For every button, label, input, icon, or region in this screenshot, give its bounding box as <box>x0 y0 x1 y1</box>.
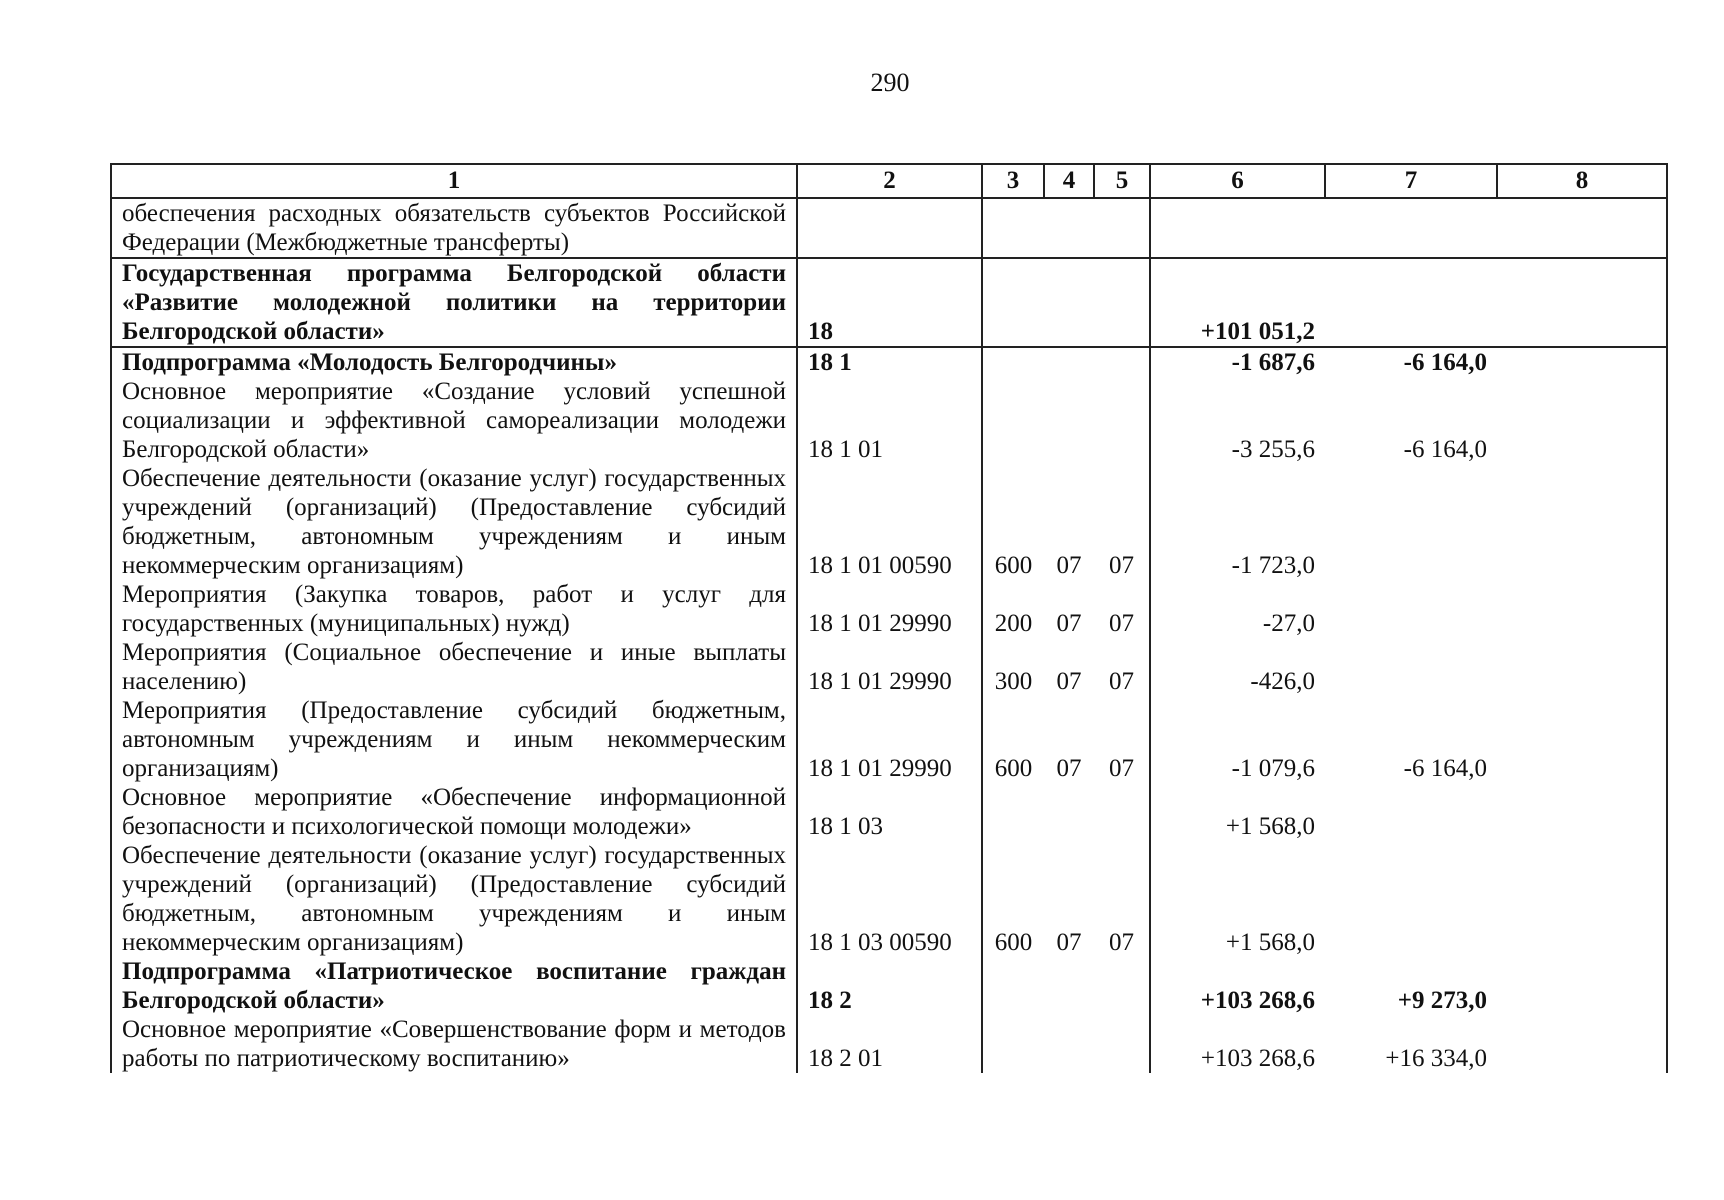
row-section <box>1044 377 1094 464</box>
row-amount-col7: -6 164,0 <box>1403 349 1487 376</box>
table-row <box>111 696 1667 783</box>
column-header-4: 4 <box>1044 164 1094 198</box>
row-section: 07 <box>1056 610 1082 637</box>
row-amount-col8 <box>1497 783 1667 841</box>
row-code: 18 1 03 00590 <box>797 841 982 957</box>
row-description: Мероприятия (Закупка товаров, работ и услуг для государственных (муниципальных) нужд) <box>111 580 797 638</box>
row-section: 07 <box>1056 668 1082 695</box>
row-expense-type: 600 <box>982 841 1044 957</box>
row-description: Обеспечение деятельности (оказание услуг) государственных учреждений (организаций) (Предоставление субсидий бюджетным, автономным учреждениям и иным некоммерческим организациям) <box>111 464 797 580</box>
row-amount-col6: -3 255,6 <box>1150 377 1325 464</box>
row-description: Основное мероприятие «Создание условий успешной социализации и эффективной самореализации молодежи Белгородской области» <box>111 377 797 464</box>
row-amount-col6: -1 687,6 <box>1150 347 1325 377</box>
column-header-6: 6 <box>1150 164 1325 198</box>
row-subsection <box>1094 377 1150 464</box>
row-amount-col8 <box>1497 638 1667 696</box>
row-amount-col8 <box>1497 696 1667 783</box>
table-row <box>111 580 1667 638</box>
row-subsection <box>1094 258 1150 347</box>
row-amount-col7: -6 164,0 <box>1403 436 1487 463</box>
row-subsection <box>1094 198 1150 258</box>
table-row <box>111 258 1667 347</box>
row-section <box>1044 1015 1094 1073</box>
row-description: Мероприятия (Предоставление субсидий бюджетным, автономным учреждениям и иным некоммерческим организациям) <box>111 696 797 783</box>
row-description: Государственная программа Белгородской области «Развитие молодежной политики на территории Белгородской области» <box>111 258 797 347</box>
table-row <box>111 957 1667 1015</box>
row-subsection <box>1094 783 1150 841</box>
row-subsection: 07 <box>1094 841 1150 957</box>
row-subsection: 07 <box>1094 638 1150 696</box>
row-subsection <box>1094 957 1150 1015</box>
row-amount-col8 <box>1497 841 1667 957</box>
row-amount-col7: +9 273,0 <box>1397 987 1487 1014</box>
row-amount-col8 <box>1497 198 1667 258</box>
row-section <box>1044 347 1094 377</box>
row-amount-col8 <box>1497 1015 1667 1073</box>
row-description: Подпрограмма «Патриотическое воспитание граждан Белгородской области» <box>111 957 797 1015</box>
row-section: 07 <box>1056 929 1082 956</box>
column-header-8: 8 <box>1497 164 1667 198</box>
row-section <box>1044 258 1094 347</box>
row-code: 18 2 01 <box>797 1015 982 1073</box>
row-expense-type: 600 <box>982 696 1044 783</box>
column-header-5: 5 <box>1094 164 1150 198</box>
row-amount-col7 <box>1325 258 1497 347</box>
table-row <box>111 377 1667 464</box>
row-amount-col6: +103 268,6 <box>1150 957 1325 1015</box>
row-subsection: 07 <box>1094 696 1150 783</box>
row-amount-col6: +1 568,0 <box>1150 783 1325 841</box>
row-amount-col7 <box>1325 841 1497 957</box>
table-row <box>111 841 1667 957</box>
page-number: 290 <box>870 68 910 97</box>
row-code: 18 1 01 29990 <box>797 696 982 783</box>
row-subsection <box>1094 347 1150 377</box>
row-description: Мероприятия (Социальное обеспечение и иные выплаты населению) <box>111 638 797 696</box>
row-amount-col7 <box>1325 638 1497 696</box>
row-code: 18 1 <box>797 347 982 377</box>
row-amount-col8 <box>1497 580 1667 638</box>
row-amount-col8 <box>1497 464 1667 580</box>
row-amount-col8 <box>1497 347 1667 377</box>
row-amount-col6 <box>1150 198 1325 258</box>
row-description: Основное мероприятие «Обеспечение информационной безопасности и психологической помощи молодежи» <box>111 783 797 841</box>
table-header <box>111 164 1667 198</box>
row-description: Основное мероприятие «Совершенствование форм и методов работы по патриотическому воспитанию» <box>111 1015 797 1073</box>
table-row <box>111 464 1667 580</box>
row-amount-col8 <box>1497 957 1667 1015</box>
row-description: Обеспечение деятельности (оказание услуг) государственных учреждений (организаций) (Предоставление субсидий бюджетным, автономным учреждениям и иным некоммерческим организациям) <box>111 841 797 957</box>
row-amount-col6: +1 568,0 <box>1150 841 1325 957</box>
row-subsection: 07 <box>1094 580 1150 638</box>
header-row <box>111 164 1667 198</box>
row-subsection: 07 <box>1094 464 1150 580</box>
row-description: обеспечения расходных обязательств субъектов Российской Федерации (Межбюджетные трансферты) <box>111 198 797 258</box>
row-expense-type <box>982 1015 1044 1073</box>
row-section <box>1044 957 1094 1015</box>
row-expense-type <box>982 957 1044 1015</box>
row-code <box>797 198 982 258</box>
row-section: 07 <box>1056 755 1082 782</box>
table-row <box>111 198 1667 258</box>
row-amount-col7: -6 164,0 <box>1403 755 1487 782</box>
row-amount-col6: -1 723,0 <box>1150 464 1325 580</box>
column-header-1: 1 <box>111 164 797 198</box>
row-code: 18 1 03 <box>797 783 982 841</box>
table-row <box>111 1015 1667 1073</box>
row-expense-type: 200 <box>982 580 1044 638</box>
row-code: 18 2 <box>797 957 982 1015</box>
table-body <box>111 198 1667 1073</box>
row-expense-type <box>982 377 1044 464</box>
row-expense-type: 300 <box>982 638 1044 696</box>
row-expense-type <box>982 258 1044 347</box>
column-header-3: 3 <box>982 164 1044 198</box>
row-amount-col6: -426,0 <box>1150 638 1325 696</box>
row-expense-type <box>982 198 1044 258</box>
row-amount-col7 <box>1325 580 1497 638</box>
row-amount-col7 <box>1325 198 1497 258</box>
row-expense-type <box>982 783 1044 841</box>
row-code: 18 1 01 00590 <box>797 464 982 580</box>
row-section: 07 <box>1056 552 1082 579</box>
budget-table-wrapper <box>110 163 1668 1073</box>
row-expense-type: 600 <box>982 464 1044 580</box>
table-row <box>111 783 1667 841</box>
row-section <box>1044 198 1094 258</box>
row-code: 18 1 01 29990 <box>797 580 982 638</box>
row-amount-col7: +16 334,0 <box>1385 1045 1487 1072</box>
row-amount-col7 <box>1325 464 1497 580</box>
row-code: 18 1 01 <box>797 377 982 464</box>
row-code: 18 <box>797 258 982 347</box>
column-header-7: 7 <box>1325 164 1497 198</box>
row-amount-col6: +101 051,2 <box>1150 258 1325 347</box>
row-subsection <box>1094 1015 1150 1073</box>
row-amount-col6: -27,0 <box>1150 580 1325 638</box>
row-description: Подпрограмма «Молодость Белгородчины» <box>111 347 797 377</box>
budget-table <box>110 163 1668 1073</box>
row-section <box>1044 783 1094 841</box>
row-code: 18 1 01 29990 <box>797 638 982 696</box>
column-header-2: 2 <box>797 164 982 198</box>
table-row <box>111 347 1667 377</box>
row-amount-col6: -1 079,6 <box>1150 696 1325 783</box>
row-expense-type <box>982 347 1044 377</box>
table-row <box>111 638 1667 696</box>
row-amount-col6: +103 268,6 <box>1150 1015 1325 1073</box>
row-amount-col8 <box>1497 258 1667 347</box>
row-amount-col8 <box>1497 377 1667 464</box>
row-amount-col7 <box>1325 783 1497 841</box>
